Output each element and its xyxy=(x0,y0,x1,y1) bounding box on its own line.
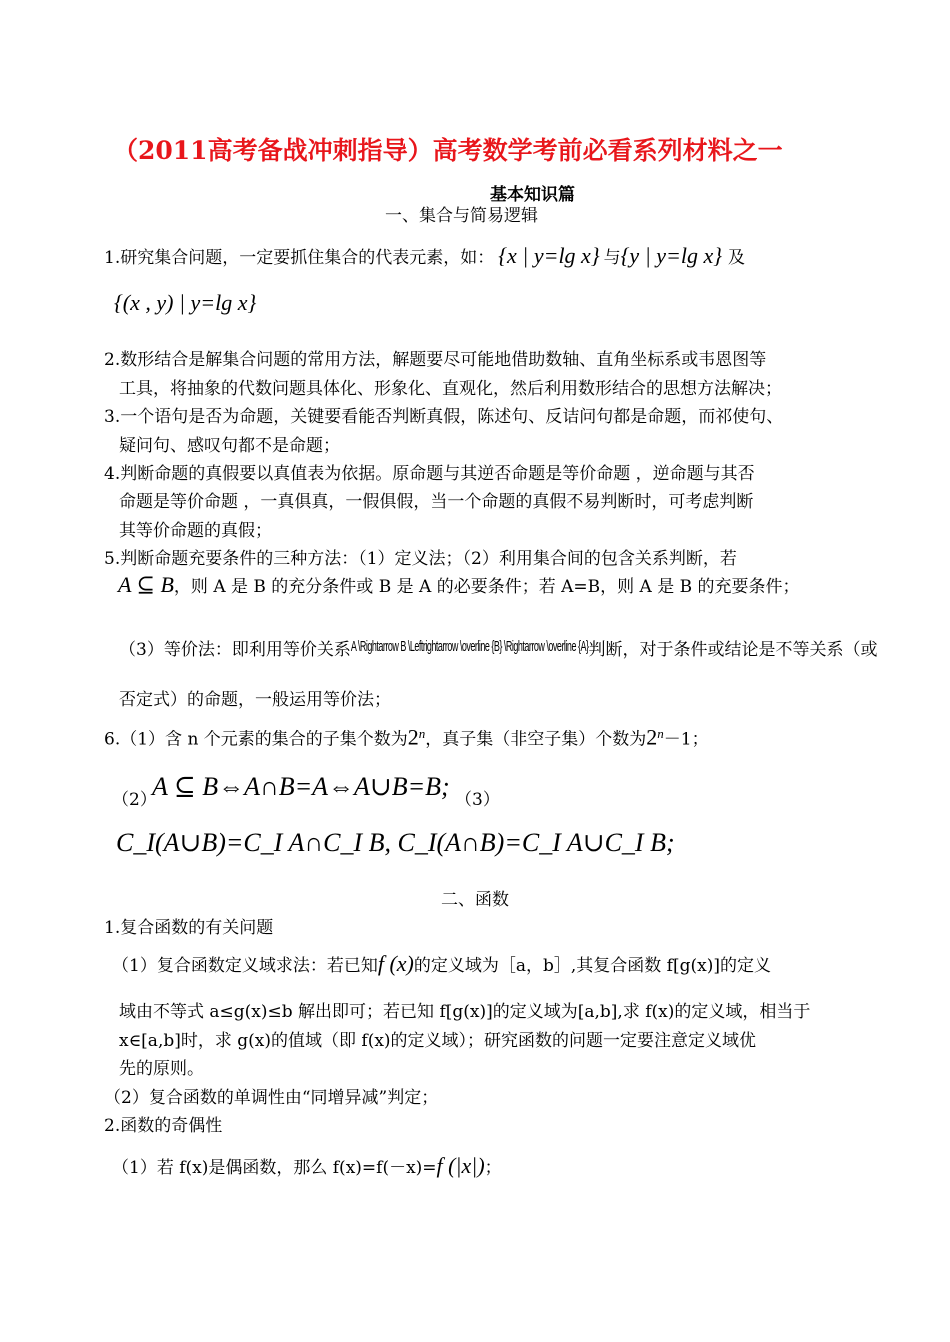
p6-2-label: （2） xyxy=(112,790,157,810)
s2-paragraph-1-line-2: 域由不等式 a≤g(x)≤b 解出即可；若已知 f[g(x)]的定义域为[a,b],求 f(x)的定义域，相当于 xyxy=(119,1002,811,1022)
p1-text: 1.研究集合问题，一定要抓住集合的代表元素，如： xyxy=(104,248,495,268)
p5-line2-text: ，则 A 是 B 的充分条件或 B 是 A 的必要条件；若 A=B，则 A 是 B 的充要条件； xyxy=(173,577,800,597)
p1-and: 与 xyxy=(603,248,621,268)
s2-p3-a: （1）若 f(x)是偶函数，那么 f(x)=f(－x)= xyxy=(112,1158,437,1178)
p1-and2: 及 xyxy=(728,248,746,268)
s2-paragraph-1-line-1 xyxy=(112,951,771,976)
paragraph-5-line-3 xyxy=(119,640,877,662)
p6-exp2: n xyxy=(657,726,664,741)
p6-line1-a: 6.（1）含 n 个元素的集合的子集个数为 xyxy=(104,729,408,750)
formula-subset: A ⊆ B xyxy=(118,572,174,597)
page-title: （2011高考备战冲刺指导）高考数学考前必看系列材料之一 xyxy=(113,136,783,165)
paragraph-3-line-2: 疑问句、感叹句都不是命题； xyxy=(119,436,340,456)
s2-p3-b: ； xyxy=(484,1158,502,1178)
paragraph-5-line-1: 5.判断命题充要条件的三种方法：（1）定义法；（2）利用集合间的包含关系判断，若 xyxy=(104,549,737,569)
subtitle: 基本知识篇 xyxy=(490,185,575,205)
formula-complement: C_I(A∪B)=C_I A∩C_I B, C_I(A∩B)=C_I A∪C_I B; xyxy=(116,828,675,857)
paragraph-4-line-1: 4.判断命题的真假要以真值表为依据。原命题与其逆否命题是等价命题 ，逆命题与其否 xyxy=(104,464,755,484)
s2-paragraph-1-line-3: x∈[a,b]时，求 g(x)的值域（即 f(x)的定义域）；研究函数的问题一定要注意定义域优 xyxy=(119,1031,757,1051)
subheading-composite: 1.复合函数的有关问题 xyxy=(104,918,274,938)
paragraph-6-line-1 xyxy=(104,724,709,750)
s2-paragraph-3 xyxy=(112,1153,502,1178)
s2-paragraph-2: （2）复合函数的单调性由“同增异减”判定； xyxy=(104,1088,439,1108)
paragraph-2-line-1: 2.数形结合是解集合问题的常用方法，解题要尽可能地借助数轴、直角坐标系或韦恩图等 xyxy=(104,350,767,370)
s2-p1-a: （1）复合函数定义域求法：若已知 xyxy=(112,956,378,976)
p5-line3-b: 判断，对于条件或结论是不等关系（或 xyxy=(588,640,878,660)
paragraph-4-line-3: 其等价命题的真假； xyxy=(119,521,272,541)
subheading-parity: 2.函数的奇偶性 xyxy=(104,1116,223,1136)
formula-set-c: {(x , y) | y=lg x} xyxy=(114,290,257,315)
p6-3-label: （3） xyxy=(455,790,500,810)
section-heading-functions: 二、函数 xyxy=(441,890,509,910)
formula-f-abs-x: f (|x|) xyxy=(436,1153,485,1178)
formula-set-b: {y | y=lg x} xyxy=(620,243,723,268)
paragraph-2-line-2: 工具，将抽象的代数问题具体化、形象化、直观化，然后利用数形结合的思想方法解决； xyxy=(119,379,782,399)
s2-paragraph-1-line-4: 先的原则。 xyxy=(119,1059,204,1079)
formula-fx: f (x) xyxy=(377,951,414,976)
section-heading-sets: 一、集合与简易逻辑 xyxy=(385,206,538,226)
s2-p1-b: 的定义域为［a，b］,其复合函数 f[g(x)]的定义 xyxy=(413,956,771,976)
p6-pow2: 2 xyxy=(646,724,658,750)
paragraph-4-line-2: 命题是等价命题 ，一真俱真，一假俱假，当一个命题的真假不易判断时，可考虑判断 xyxy=(119,492,754,512)
p6-line1-c: －1； xyxy=(663,729,709,750)
p6-exp: n xyxy=(418,726,426,741)
p6-line1-b: ，真子集（非空子集）个数为 xyxy=(425,729,647,750)
p6-pow: 2 xyxy=(407,724,419,750)
p5-line3-a: （3）等价法：即利用等价关系 xyxy=(119,640,351,660)
paragraph-5-line-4: 否定式）的命题，一般运用等价法； xyxy=(119,690,391,710)
formula-set-equivalence: A ⊆ B⇔A∩B=A⇔A∪B=B; xyxy=(152,772,450,801)
paragraph-3-line-1: 3.一个语句是否为命题，关键要看能否判断真假，陈述句、反诘问句都是命题，而祁使句、 xyxy=(104,407,784,427)
formula-equivalence-raw: A \Rightarrow B \Leftrightarrow \overline {B} \Rightarrow \overline {A} xyxy=(350,638,589,654)
formula-set-a: {x | y=lg x} xyxy=(498,243,600,268)
paragraph-5-line-2 xyxy=(118,572,800,597)
paragraph-1 xyxy=(104,243,746,268)
